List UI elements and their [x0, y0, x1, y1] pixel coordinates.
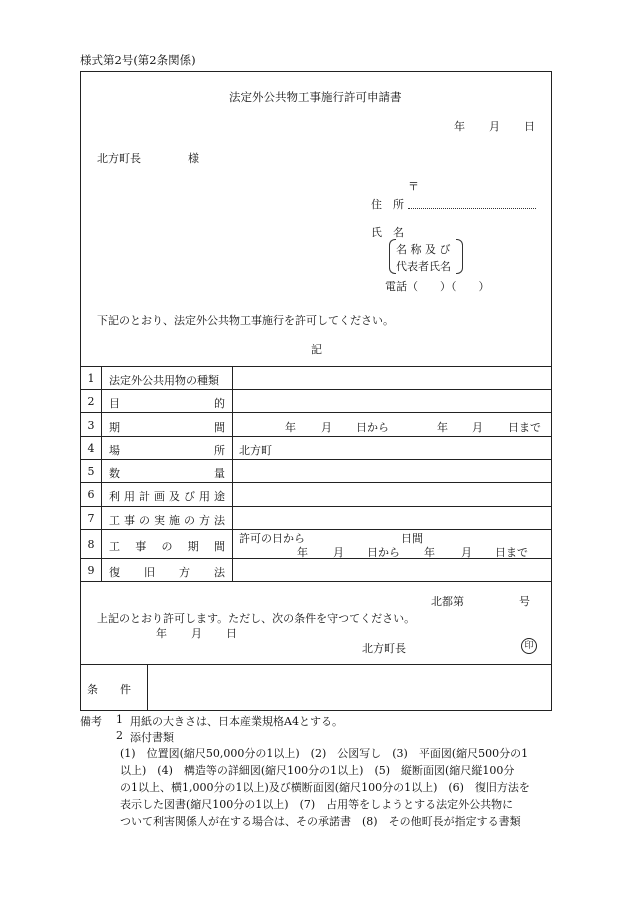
corp-bracket-left: [389, 239, 396, 274]
row-8-start-year: 年: [297, 546, 308, 559]
note-2-number: 2: [116, 729, 123, 742]
permit-text: 上記のとおり許可します。ただし、次の条件を守つてください。: [97, 612, 416, 625]
corp-name-label: 名 称 及 び: [396, 243, 451, 256]
row-3-number: 3: [87, 419, 95, 432]
row-7-number: 7: [87, 512, 95, 525]
conditions-label: 条 件: [87, 683, 131, 696]
application-date-month: 月: [489, 120, 500, 133]
row-3-start-year: 年: [285, 421, 296, 434]
row-2-number: 2: [87, 395, 95, 408]
form-title: 法定外公共物工事施行許可申請書: [229, 90, 402, 104]
attachments-line-3: の1以上、横1,000分の1以上)及び横断面図(縮尺100分の1以上) (6) 復旧方法を: [120, 781, 530, 794]
row-4-value[interactable]: 北方町: [239, 444, 272, 457]
representative-label: 代表者氏名: [396, 260, 451, 273]
row-8-start-month: 月: [333, 546, 344, 559]
row-4-number: 4: [87, 442, 95, 455]
row-8-from-permit: 許可の日から: [239, 532, 305, 545]
application-date-day: 日: [524, 120, 535, 133]
row-8-days: 日間: [401, 532, 423, 545]
row-6-label: 利 用 計 画 及 び 用 途: [109, 490, 225, 503]
row-5-number: 5: [87, 465, 95, 478]
row-8-end-day: 日まで: [495, 546, 528, 559]
row-3-end-day: 日まで: [508, 421, 541, 434]
note-1-text: 用紙の大きさは、日本産業規格A4とする。: [130, 715, 343, 728]
attachments-line-1: (1) 位置図(縮尺50,000分の1以上) (2) 公図写し (3) 平面図(縮尺500分の1: [120, 747, 529, 760]
permit-date-month: 月: [191, 627, 202, 640]
form-number: 様式第2号(第2条関係): [80, 53, 196, 67]
row-1-label: 法定外公共用物の種類: [109, 374, 219, 387]
row-9-number: 9: [87, 564, 95, 577]
row-8-end-month: 月: [461, 546, 472, 559]
request-text: 下記のとおり、法定外公共物工事施行を許可してください。: [97, 314, 394, 327]
note-2-text: 添付書類: [130, 731, 174, 744]
permit-issuer: 北方町長: [362, 642, 406, 655]
row-9-label: 復 旧 方 法: [109, 566, 225, 579]
address-label: 住 所: [371, 198, 404, 211]
row-8-label: 工 事 の 期 間: [109, 540, 225, 553]
row-8-end-year: 年: [424, 546, 435, 559]
row-3-start-day: 日から: [356, 421, 389, 434]
addressee-name: 北方町長: [97, 152, 141, 165]
row-8-number: 8: [87, 538, 95, 551]
row-3-end-year: 年: [437, 421, 448, 434]
application-form: [80, 71, 552, 711]
row-6-number: 6: [87, 488, 95, 501]
ki-label: 記: [311, 343, 322, 356]
row-8-start-day: 日から: [367, 546, 400, 559]
row-3-end-month: 月: [472, 421, 483, 434]
conditions-field[interactable]: [153, 672, 543, 704]
attachments-line-5: ついて利害関係人が在する場合は、その承諾書 (8) その他町長が指定する書類: [120, 815, 521, 828]
permit-date-day: 日: [226, 627, 237, 640]
row-2-label: 目 的: [109, 397, 225, 410]
row-3-start-month: 月: [321, 421, 332, 434]
notes-head: 備考: [80, 715, 102, 728]
row-3-label: 期 間: [109, 421, 225, 434]
postal-mark: 〒: [408, 180, 419, 193]
note-1-number: 1: [116, 713, 123, 726]
application-date-year: 年: [454, 120, 465, 133]
attachments-line-2: 以上) (4) 構造等の詳細図(縮尺100分の1以上) (5) 縦断面図(縮尺縦100分: [120, 764, 515, 777]
phone-label: 電話（ ）（ ）: [385, 280, 490, 293]
permit-date-year: 年: [156, 627, 167, 640]
row-5-label: 数 量: [109, 467, 225, 480]
corp-bracket-right: [456, 239, 463, 274]
row-4-label: 場 所: [109, 444, 225, 457]
permit-number: 北都第 号: [431, 595, 530, 608]
row-1-number: 1: [87, 372, 95, 385]
seal-mark: 印: [521, 638, 537, 654]
address-field[interactable]: [408, 208, 536, 209]
row-7-label: 工 事 の 実 施 の 方 法: [109, 514, 225, 527]
name-label: 氏 名: [371, 226, 404, 239]
attachments-line-4: 表示した図書(縮尺100分の1以上) (7) 占用等をしようとする法定外公共物に: [120, 798, 514, 811]
addressee-honorific: 様: [188, 152, 199, 165]
